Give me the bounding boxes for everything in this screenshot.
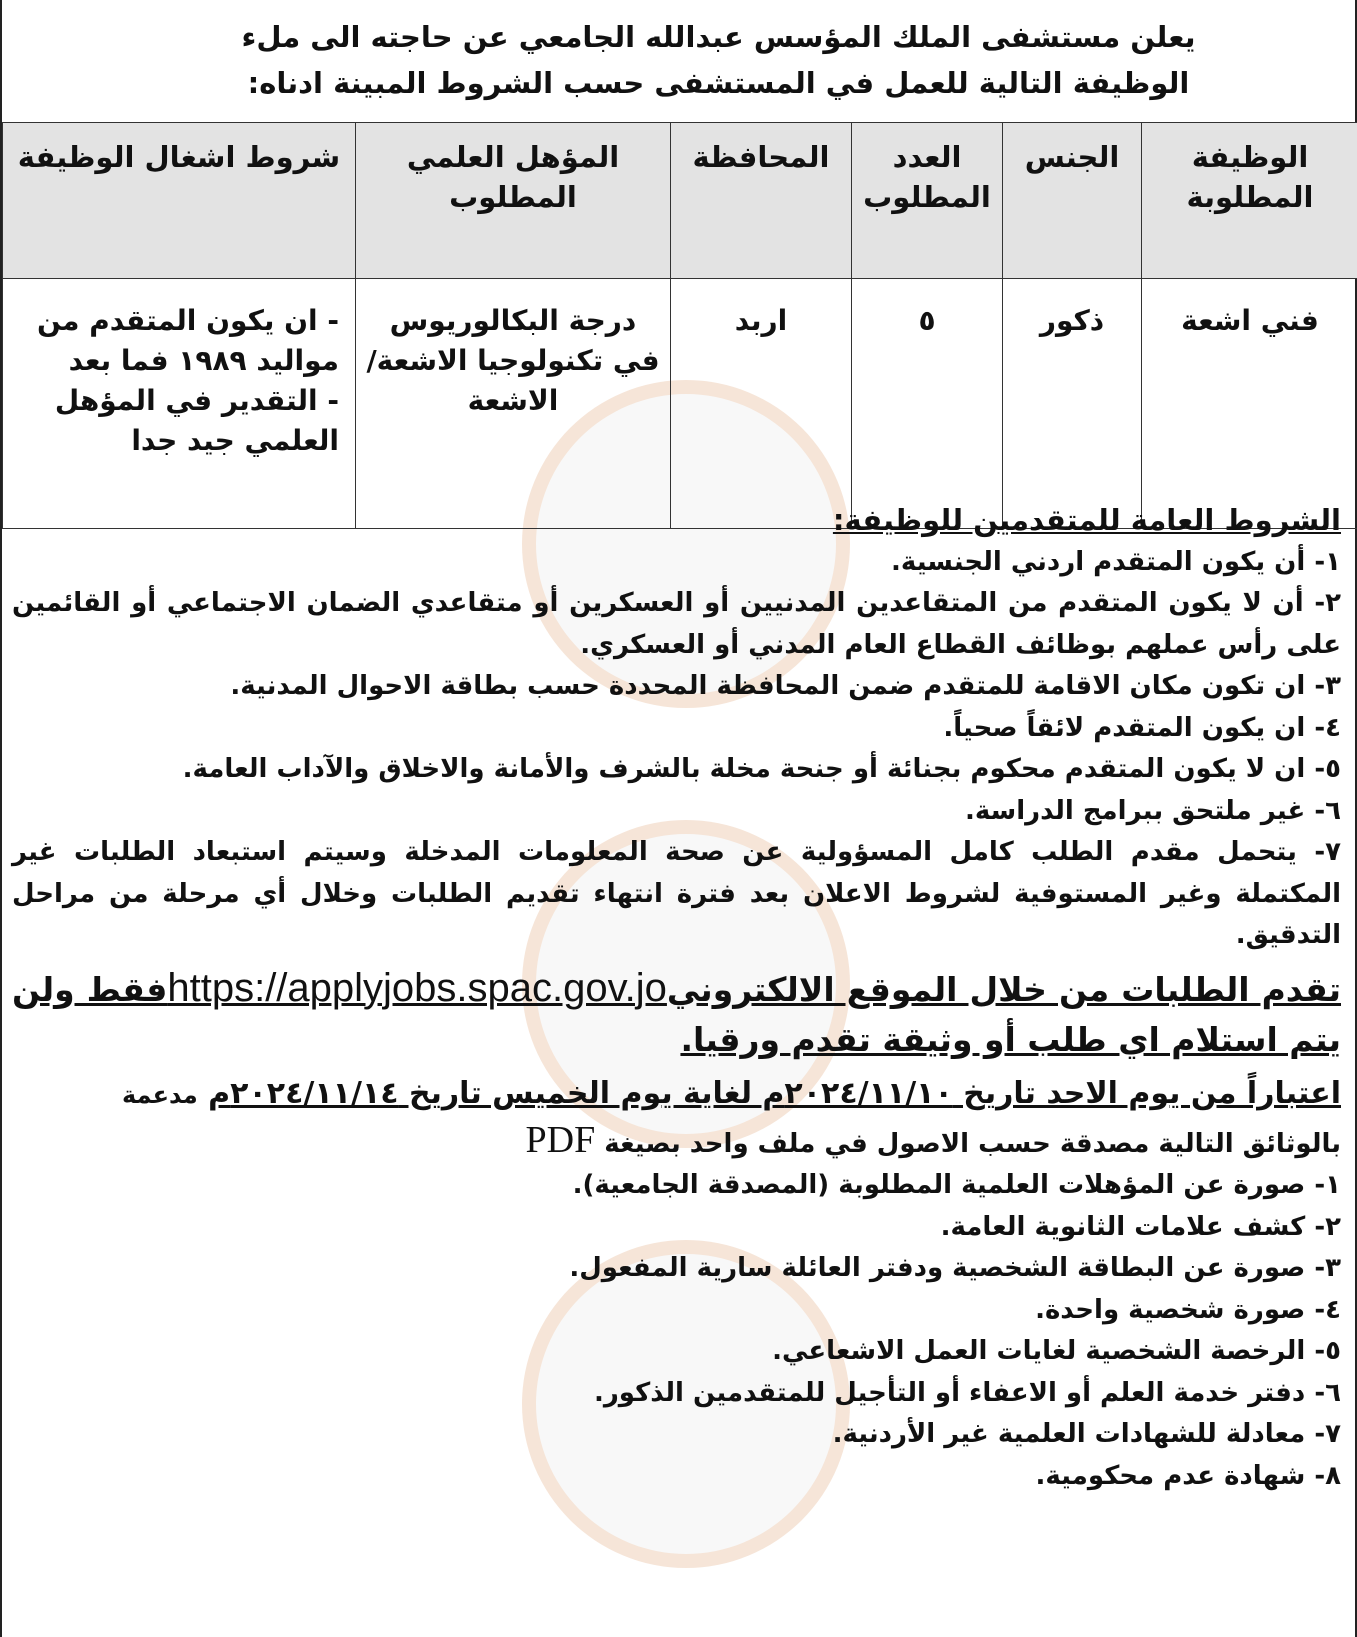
- documents-intro: [12, 1120, 1341, 1166]
- general-condition: ٥- ان لا يكون المتقدم محكوم بجنائة أو جنحة مخلة بالشرف والأمانة والاخلاق والآداب العامة.: [182, 754, 1341, 784]
- cell-job: فني اشعة: [1142, 279, 1357, 529]
- apply-instructions: [12, 963, 1341, 1065]
- document-item: ٦- دفتر خدمة العلم أو الاعفاء أو التأجيل للمتقدمين الذكور.: [593, 1377, 1341, 1408]
- dates-text: اعتباراً من يوم الاحد تاريخ ٢٠٢٤/١١/١٠م لغاية يوم الخميس تاريخ ٢٠٢٤/١١/١٤م: [208, 1075, 1341, 1111]
- cell-count: ٥: [852, 279, 1003, 529]
- cell-qualification: درجة البكالوريوس في تكنولوجيا الاشعة/ الاشعة: [356, 279, 671, 529]
- table-header-row: [3, 123, 1357, 279]
- apply-prefix: تقدم الطلبات من خلال الموقع الالكتروني: [666, 969, 1341, 1009]
- title-line: يعلن مستشفى الملك المؤسس عبدالله الجامعي عن حاجته الى ملء: [241, 20, 1196, 54]
- header-qualification: المؤهل العلمي المطلوب: [356, 123, 671, 279]
- general-conditions-heading: الشروط العامة للمتقدمين للوظيفة:: [832, 503, 1341, 537]
- cell-conditions: [3, 279, 356, 529]
- document-item: ٤- صورة شخصية واحدة.: [1035, 1294, 1341, 1325]
- document-item: ٧- معادلة للشهادات العلمية غير الأردنية.: [832, 1419, 1341, 1449]
- header-gender: الجنس: [1003, 123, 1142, 279]
- announcement-title: [2, 14, 1355, 106]
- table-row: [3, 279, 1357, 529]
- general-condition: ٧- يتحمل مقدم الطلب كامل المسؤولية عن صحة المعلومات المدخلة وسيتم استبعاد الطلبات غير المكتملة وغير المستوفية لشروط الاعلان بعد فترة انتهاء تقديم الطلبات وخلال أي مرحلة من مراحل التدقيق.: [12, 837, 1341, 950]
- header-conditions: شروط اشغال الوظيفة: [3, 123, 356, 279]
- general-condition: ٤- ان يكون المتقدم لائقاً صحياً.: [943, 712, 1341, 743]
- apply-link[interactable]: https://applyjobs.spac.gov.jo: [167, 965, 667, 1010]
- documents-intro-text: بالوثائق التالية مصدقة حسب الاصول في ملف واحد بصيغة: [604, 1128, 1341, 1159]
- condition-item: - التقدير في المؤهل العلمي جيد جدا: [54, 384, 339, 457]
- general-condition: ٢- أن لا يكون المتقدم من المتقاعدين المدنيين أو العسكرين أو متقاعدي الضمان الاجتماعي أو القائمين على رأس عملهم بوظائف القطاع العام المدني أو العسكري.: [12, 588, 1341, 660]
- application-dates: [12, 1069, 1341, 1120]
- job-table: [2, 122, 1357, 529]
- title-line: الوظيفة التالية للعمل في المستشفى حسب الشروط المبينة ادناه:: [247, 66, 1190, 100]
- documents-format: PDF: [525, 1118, 596, 1161]
- document-item: ٣- صورة عن البطاقة الشخصية ودفتر العائلة سارية المفعول.: [569, 1253, 1341, 1283]
- general-condition: ١- أن يكون المتقدم اردني الجنسية.: [891, 546, 1341, 577]
- document-item: ٢- كشف علامات الثانوية العامة.: [940, 1211, 1341, 1242]
- document-item: ٥- الرخصة الشخصية لغايات العمل الاشعاعي.: [772, 1336, 1341, 1366]
- document-item: ١- صورة عن المؤهلات العلمية المطلوبة (المصدقة الجامعية).: [572, 1170, 1341, 1200]
- header-count: العدد المطلوب: [852, 123, 1003, 279]
- document-item: ٨- شهادة عدم محكومية.: [1035, 1460, 1341, 1491]
- header-governorate: المحافظة: [671, 123, 852, 279]
- header-job: الوظيفة المطلوبة: [1142, 123, 1357, 279]
- apply-suffix: فقط ولن يتم استلام اي طلب أو وثيقة تقدم ورقيا.: [12, 969, 1341, 1059]
- cell-governorate: اربد: [671, 279, 852, 529]
- announcement-body: [12, 500, 1341, 1497]
- condition-item: - ان يكون المتقدم من مواليد ١٩٨٩ فما بعد: [36, 304, 339, 377]
- cell-gender: ذكور: [1003, 279, 1142, 529]
- general-condition: ٦- غير ملتحق ببرامج الدراسة.: [964, 795, 1341, 826]
- dates-tail: مدعمة: [121, 1080, 198, 1109]
- general-condition: ٣- ان تكون مكان الاقامة للمتقدم ضمن المحافظة المحددة حسب بطاقة الاحوال المدنية.: [230, 671, 1341, 701]
